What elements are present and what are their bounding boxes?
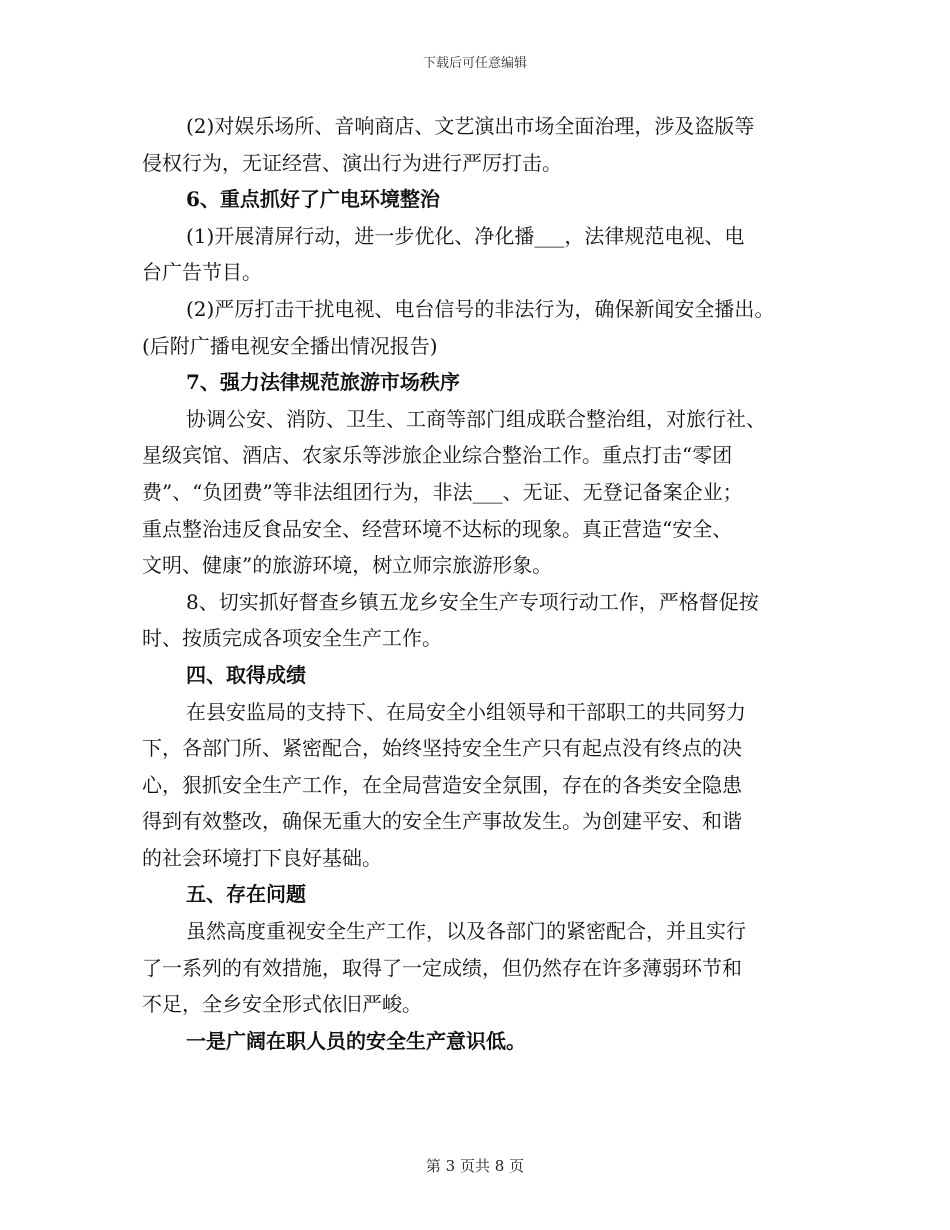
text-line: 星级宾馆、酒店、农家乐等涉旅企业综合整治工作。重点打击“零团 xyxy=(142,443,733,468)
document-body xyxy=(142,108,822,1059)
text-line: 8、切实抓好督查乡镇五龙乡安全生产专项行动工作，严格督促按 xyxy=(186,589,759,614)
section-heading: 四、取得成绩 xyxy=(186,662,306,687)
section-heading: 7、强力法律规范旅游市场秩序 xyxy=(186,370,460,395)
text-line: 重点整治违反食品安全、经营环境不达标的现象。真正营造“安全、 xyxy=(142,516,733,541)
text-line: 得到有效整改，确保无重大的安全生产事故发生。为创建平安、和谐 xyxy=(142,809,742,834)
text-line: (2)对娱乐场所、音响商店、文艺演出市场全面治理，涉及盗版等 xyxy=(186,114,755,138)
text-line: 心，狠抓安全生产工作，在全局营造安全氛围，存在的各类安全隐患 xyxy=(142,772,742,797)
text-line: (1)开展清屏行动，进一步优化、净化播___，法律规范电视、电 xyxy=(186,223,745,248)
section-heading: 五、存在问题 xyxy=(186,882,306,907)
section-heading: 6、重点抓好了广电环境整治 xyxy=(186,187,440,212)
text-line: 不足，全乡安全形式依旧严峻。 xyxy=(142,992,422,1017)
text-line: 台广告节目。 xyxy=(142,260,262,285)
text-line: 在县安监局的支持下、在局安全小组领导和干部职工的共同努力 xyxy=(186,699,746,724)
text-line: 侵权行为，无证经营、演出行为进行严厉打击。 xyxy=(142,150,562,175)
text-line: (2)严厉打击干扰电视、电台信号的非法行为，确保新闻安全播出。 xyxy=(186,296,775,321)
text-line: 虽然高度重视安全生产工作，以及各部门的紧密配合，并且实行 xyxy=(186,919,746,944)
text-line: 的社会环境打下良好基础。 xyxy=(142,845,382,870)
page-footer: 第 3 页共 8 页 xyxy=(425,1157,525,1175)
text-line: 文明、健康”的旅游环境，树立师宗旅游形象。 xyxy=(142,553,553,578)
section-heading: 一是广阔在职人员的安全生产意识低。 xyxy=(186,1028,526,1053)
text-line: 时、按质完成各项安全生产工作。 xyxy=(142,626,442,651)
text-line: 了一系列的有效措施，取得了一定成绩，但仍然存在许多薄弱环节和 xyxy=(142,955,742,980)
page-header: 下载后可任意编辑 xyxy=(422,56,527,71)
text-line: 下，各部门所、紧密配合，始终坚持安全生产只有起点没有终点的决 xyxy=(142,736,742,761)
text-line: 费”、“负团费”等非法组团行为，非法___、无证、无登记备案企业； xyxy=(142,479,743,504)
text-line: 协调公安、消防、卫生、工商等部门组成联合整治组，对旅行社、 xyxy=(186,406,766,431)
text-line: (后附广播电视安全播出情况报告) xyxy=(142,333,438,358)
